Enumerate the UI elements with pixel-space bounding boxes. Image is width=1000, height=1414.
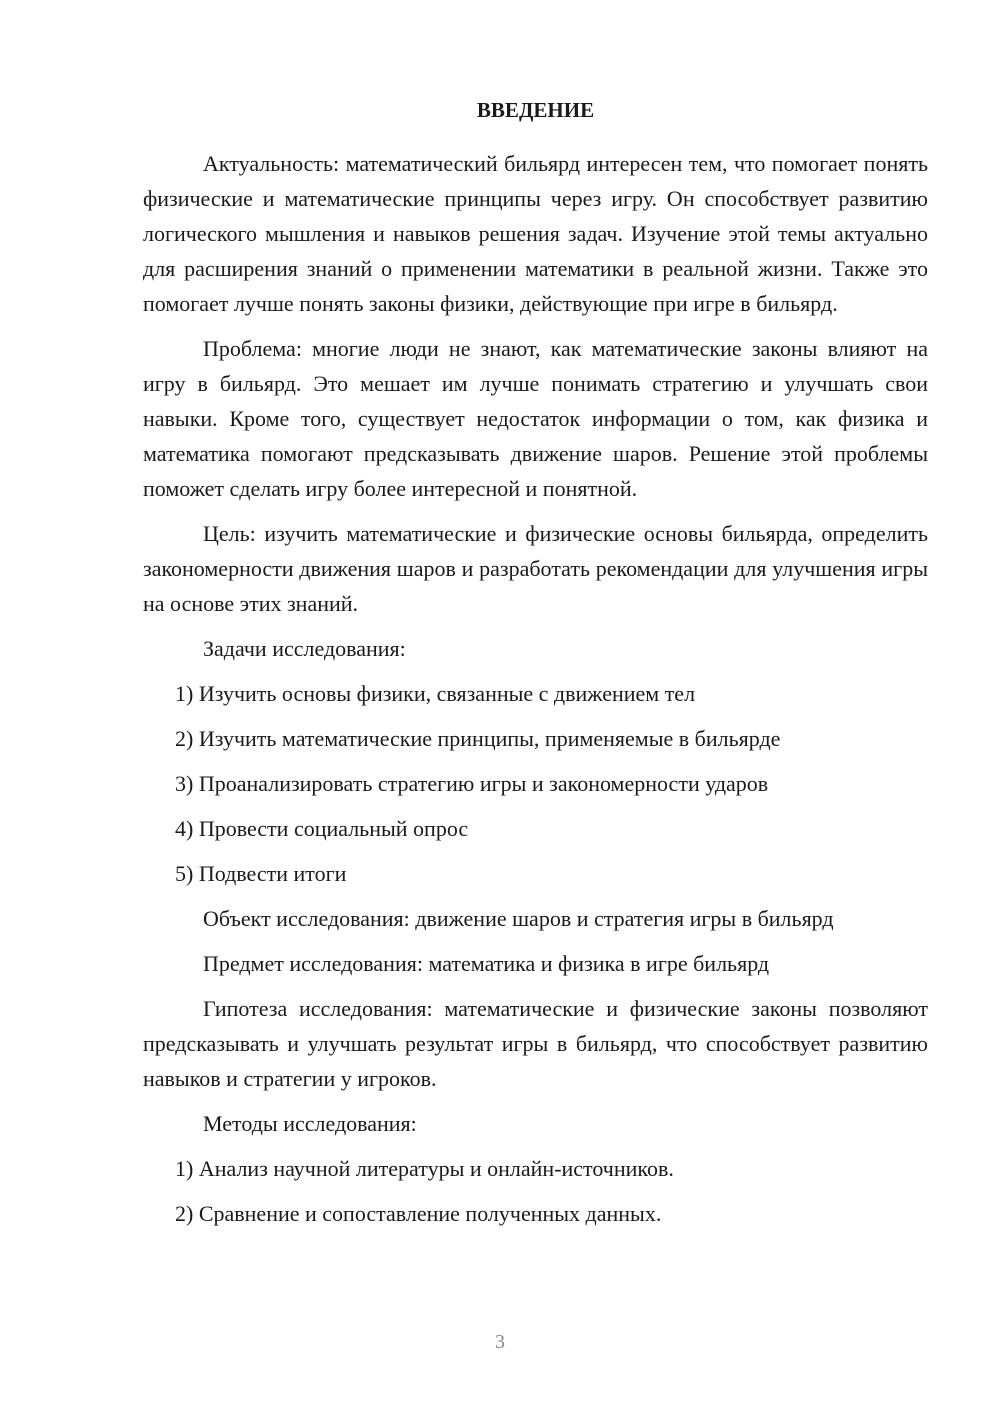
document-page [143, 96, 928, 1241]
research-object: Объект исследования: движение шаров и стратегия игры в бильярд [203, 906, 834, 931]
relevance-paragraph: Актуальность: математический бильярд интересен тем, что помогает понять физические и математические принципы через игру. Он способствует развитию логического мышления и навыков решения задач. Изучение этой темы актуально для расширения знаний о применении математики в реальной жизни. Также это помогает лучше понять законы физики, действующие при игре в бильярд. [143, 151, 928, 316]
section-title: ВВЕДЕНИЕ [476, 98, 595, 122]
task-item: 2) Изучить математические принципы, применяемые в бильярде [175, 726, 781, 751]
task-item: 3) Проанализировать стратегию игры и закономерности ударов [175, 771, 769, 796]
method-item: 1) Анализ научной литературы и онлайн-источников. [175, 1156, 674, 1181]
task-item: 4) Провести социальный опрос [175, 816, 469, 841]
task-item: 5) Подвести итоги [175, 861, 347, 886]
page-number: 3 [495, 1331, 505, 1353]
problem-paragraph: Проблема: многие люди не знают, как математические законы влияют на игру в бильярд. Это мешает им лучше понимать стратегию и улучшать свои навыки. Кроме того, существует недостаток информации о том, как физика и математика помогают предсказывать движение шаров. Решение этой проблемы поможет сделать игру более интересной и понятной. [143, 336, 928, 501]
methods-heading: Методы исследования: [203, 1111, 417, 1136]
research-subject: Предмет исследования: математика и физика в игре бильярд [203, 951, 770, 976]
task-item: 1) Изучить основы физики, связанные с движением тел [175, 681, 696, 706]
hypothesis-paragraph: Гипотеза исследования: математические и физические законы позволяют предсказывать и улучшать результат игры в бильярд, что способствует развитию навыков и стратегии у игроков. [143, 996, 928, 1091]
tasks-heading: Задачи исследования: [203, 636, 406, 661]
method-item: 2) Сравнение и сопоставление полученных данных. [175, 1201, 662, 1226]
goal-paragraph: Цель: изучить математические и физические основы бильярда, определить закономерности движения шаров и разработать рекомендации для улучшения игры на основе этих знаний. [143, 521, 928, 616]
